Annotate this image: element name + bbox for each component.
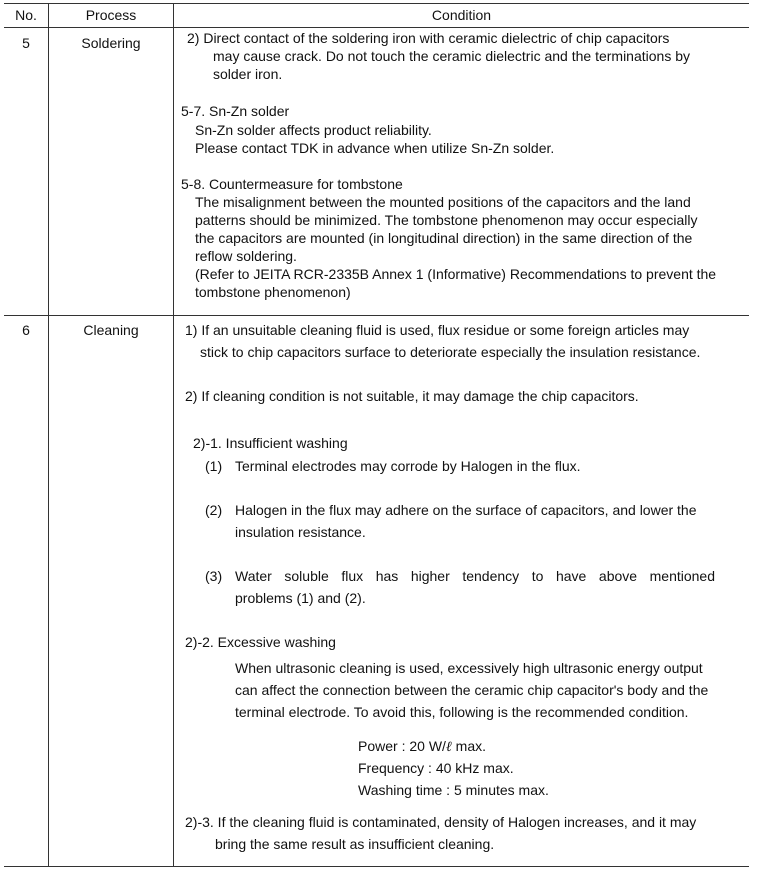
condition-line: patterns should be minimized. The tombstone phenomenon may occur especially [195, 212, 698, 228]
condition-line: Water soluble flux has higher tendency to have above mentioned [235, 568, 715, 584]
power-spec [358, 737, 486, 756]
condition-line: may cause crack. Do not touch the ceramic dielectric and the terminations by [213, 48, 690, 64]
header-condition: Condition [431, 7, 492, 23]
section-title: 2)-2. Excessive washing [185, 634, 336, 650]
condition-line: tombstone phenomenon) [195, 284, 351, 300]
condition-table [4, 3, 749, 867]
row-process: Soldering [81, 35, 141, 51]
condition-line: 2)-3. If the cleaning fluid is contaminated, density of Halogen increases, and it may [185, 814, 697, 830]
row-divider [4, 315, 749, 316]
condition-line: bring the same result as insufficient cleaning. [215, 836, 495, 852]
row-no: 6 [22, 322, 30, 338]
condition-line: Terminal electrodes may corrode by Halogen in the flux. [235, 458, 581, 474]
condition-line: Please contact TDK in advance when utilize Sn-Zn solder. [195, 140, 555, 156]
section-title: 5-7. Sn-Zn solder [181, 103, 290, 119]
condition-line: can affect the connection between the ceramic chip capacitor's body and the [235, 682, 709, 698]
condition-line: solder iron. [213, 66, 283, 82]
condition-line: 1) If an unsuitable cleaning fluid is used, flux residue or some foreign articles may [185, 322, 690, 338]
condition-line: Halogen in the flux may adhere on the surface of capacitors, and lower the [235, 502, 697, 518]
item-number: (3) [205, 568, 223, 584]
section-title: 2)-1. Insufficient washing [193, 435, 348, 451]
condition-line: the capacitors are mounted (in longitudinal direction) in the same direction of the [195, 230, 693, 246]
item-number: (1) [205, 458, 223, 474]
power-suffix: max. [451, 738, 486, 754]
row-no: 5 [22, 35, 30, 51]
condition-line: 2) If cleaning condition is not suitable, it may damage the chip capacitors. [185, 388, 639, 404]
frequency-spec: Frequency : 40 kHz max. [358, 760, 514, 776]
section-title: 5-8. Countermeasure for tombstone [181, 176, 403, 192]
column-divider [48, 4, 49, 866]
row-process: Cleaning [83, 322, 139, 338]
item-number: (2) [205, 502, 223, 518]
condition-line: 2) Direct contact of the soldering iron with ceramic dielectric of chip capacitors [187, 30, 670, 46]
power-label: Power : 20 W/ [358, 738, 446, 754]
liter-symbol: ℓ [445, 739, 452, 755]
condition-line: When ultrasonic cleaning is used, excessively high ultrasonic energy output [235, 660, 703, 676]
condition-line: insulation resistance. [235, 524, 366, 540]
condition-line: terminal electrode. To avoid this, following is the recommended condition. [235, 704, 689, 720]
condition-line: reflow soldering. [195, 248, 297, 264]
header-process: Process [85, 7, 137, 23]
condition-line: Sn-Zn solder affects product reliability. [195, 122, 432, 138]
condition-line: The misalignment between the mounted positions of the capacitors and the land [195, 194, 691, 210]
condition-line: stick to chip capacitors surface to deteriorate especially the insulation resistance. [200, 344, 701, 360]
condition-line: problems (1) and (2). [235, 590, 366, 606]
header-divider [4, 27, 749, 28]
condition-line: (Refer to JEITA RCR-2335B Annex 1 (Informative) Recommendations to prevent the [195, 266, 717, 282]
header-no: No. [15, 7, 37, 23]
column-divider [173, 4, 174, 866]
washing-time-spec: Washing time : 5 minutes max. [358, 782, 549, 798]
